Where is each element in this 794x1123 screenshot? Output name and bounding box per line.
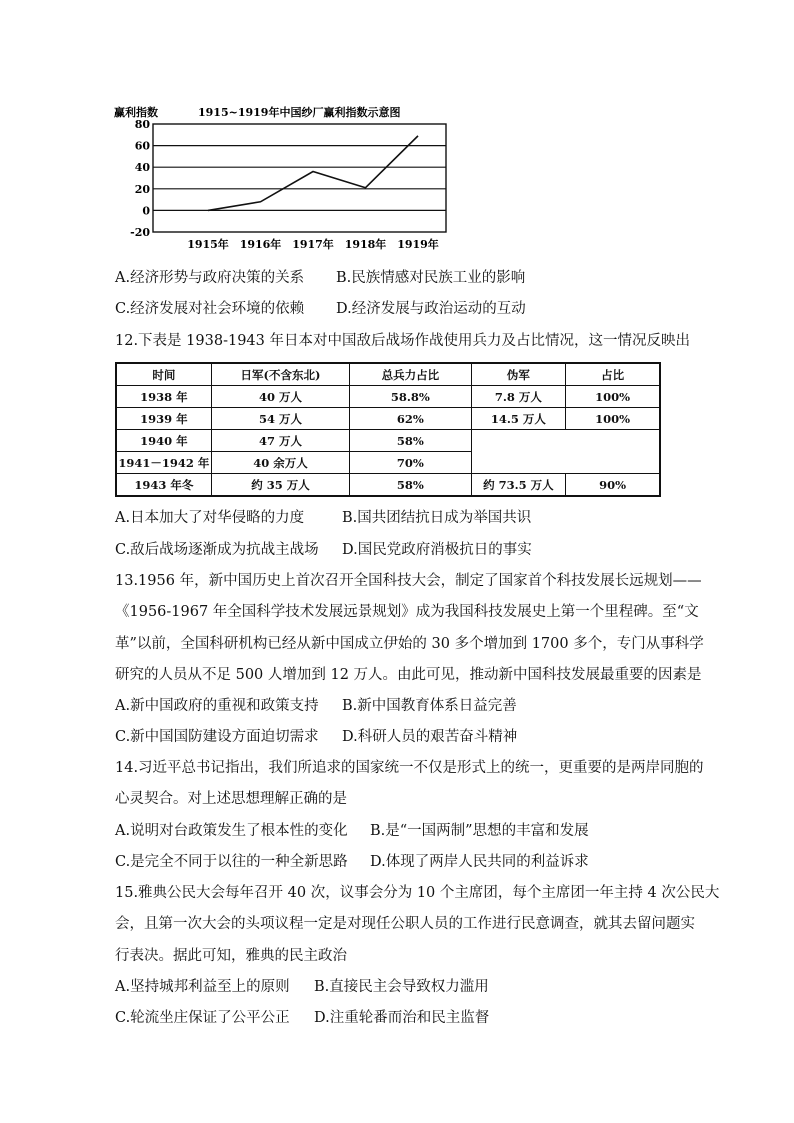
q15-stem-line-3: 行表决。据此可知，雅典的民主政治 (115, 948, 347, 964)
q12-option-d[interactable]: D.国民党政府消极抗日的事实 (342, 542, 532, 558)
q13-stem-line-1: 13.1956 年，新中国历史上首次召开全国科技大会，制定了国家首个科技发展长远规划—— (115, 573, 702, 589)
q13-stem-line-2: 《1956-1967 年全国科学技术发展远景规划》成为我国科技发展史上第一个里程碑。至“文 (115, 604, 699, 620)
chart-x-tick-label: 1915年 (187, 238, 229, 251)
q11-option-b[interactable]: B.民族情感对民族工业的影响 (336, 270, 526, 286)
q14-option-d[interactable]: D.体现了两岸人民共同的利益诉求 (370, 854, 589, 870)
chart-y-tick-label: 80 (134, 118, 150, 131)
table-cell: 70% (350, 452, 471, 474)
table-cell: 90% (566, 474, 660, 497)
table-cell: 100% (566, 386, 660, 408)
chart-title: 1915~1919年中国纱厂赢利指数示意图 (198, 106, 401, 119)
table-cell: 58% (350, 474, 471, 497)
q12-stem: 12.下表是 1938-1943 年日本对中国敌后战场作战使用兵力及占比情况，这一情况反映出 (115, 333, 690, 349)
q13-stem-line-4: 研究的人员从不足 500 人增加到 12 万人。由此可见，推动新中国科技发展最重要的因素是 (115, 667, 702, 683)
chart-x-tick-label: 1916年 (239, 238, 282, 251)
chart-x-tick-label: 1919年 (397, 238, 439, 251)
q13-option-c[interactable]: C.新中国国防建设方面迫切需求 (115, 729, 319, 745)
table-cell-merged-empty (471, 430, 660, 474)
table-cell: 100% (566, 408, 660, 430)
q11-option-d[interactable]: D.经济发展与政治运动的互动 (336, 301, 526, 317)
table-cell: 58% (350, 430, 471, 452)
q14-stem-line-1: 14.习近平总书记指出，我们所追求的国家统一不仅是形式上的统一，更重要的是两岸同胞的 (115, 760, 704, 776)
table-cell: 1938 年 (116, 386, 211, 408)
chart-plot-frame (153, 124, 446, 232)
q12-option-a[interactable]: A.日本加大了对华侵略的力度 (115, 510, 305, 526)
q13-stem-line-3: 革”以前，全国科研机构已经从新中国成立伊始的 30 多个增加到 1700 多个，专门从事科学 (115, 636, 704, 652)
chart-x-tick-label: 1918年 (344, 238, 387, 251)
col-header-time: 时间 (116, 363, 211, 386)
q14-option-b[interactable]: B.是“一国两制”思想的丰富和发展 (370, 823, 589, 839)
q15-option-b[interactable]: B.直接民主会导致权力滥用 (314, 979, 489, 995)
chart-y-tick-label: 40 (134, 161, 150, 175)
q13-option-b[interactable]: B.新中国教育体系日益完善 (342, 698, 517, 714)
q13-option-d[interactable]: D.科研人员的艰苦奋斗精神 (342, 729, 518, 745)
q15-option-a[interactable]: A.坚持城邦利益至上的原则 (115, 979, 290, 995)
table-cell: 58.8% (350, 386, 471, 408)
profit-index-series-line (208, 136, 418, 211)
table-cell: 约 35 万人 (211, 474, 350, 497)
chart-y-tick-label: 60 (134, 139, 150, 153)
chart-y-tick-label: 20 (134, 182, 150, 196)
chart-y-tick-label: -20 (130, 226, 150, 239)
table-row (116, 386, 660, 408)
table-cell: 1941－1942 年 (116, 452, 211, 474)
table-cell: 40 万人 (211, 386, 350, 408)
table-row (116, 408, 660, 430)
q11-option-a[interactable]: A.经济形势与政府决策的关系 (115, 270, 305, 286)
profit-index-line-chart (108, 100, 468, 260)
table-cell: 1943 年冬 (116, 474, 211, 497)
q15-option-c[interactable]: C.轮流坐庄保证了公平公正 (115, 1010, 290, 1026)
q15-option-d[interactable]: D.注重轮番而治和民主监督 (314, 1010, 490, 1026)
table-cell: 1939 年 (116, 408, 211, 430)
chart-ylabel: 赢利指数 (114, 106, 158, 119)
chart-y-tick-label: 0 (142, 204, 150, 218)
col-header-total-ratio: 总兵力占比 (350, 363, 471, 386)
table-cell: 7.8 万人 (471, 386, 566, 408)
table-cell: 约 73.5 万人 (471, 474, 566, 497)
table-row (116, 474, 660, 497)
table-cell: 40 余万人 (211, 452, 350, 474)
table-cell: 14.5 万人 (471, 408, 566, 430)
q14-option-c[interactable]: C.是完全不同于以往的一种全新思路 (115, 854, 348, 870)
q13-option-a[interactable]: A.新中国政府的重视和政策支持 (115, 698, 319, 714)
table-cell: 1940 年 (116, 430, 211, 452)
q15-stem-line-1: 15.雅典公民大会每年召开 40 次，议事会分为 10 个主席团，每个主席团一年主持 4 次公民大 (115, 885, 720, 901)
table-row (116, 430, 660, 452)
chart-x-tick-label: 1917年 (292, 238, 334, 251)
q12-table (115, 362, 661, 497)
q15-stem-line-2: 会，且第一次大会的头项议程一定是对现任公职人员的工作进行民意调查，就其去留问题实 (115, 916, 695, 932)
q14-option-a[interactable]: A.说明对台政策发生了根本性的变化 (115, 823, 348, 839)
table-cell: 54 万人 (211, 408, 350, 430)
q11-option-c[interactable]: C.经济发展对社会环境的依赖 (115, 301, 305, 317)
q12-option-b[interactable]: B.国共团结抗日成为举国共识 (342, 510, 532, 526)
table-cell: 47 万人 (211, 430, 350, 452)
table-cell: 62% (350, 408, 471, 430)
q14-stem-line-2: 心灵契合。对上述思想理解正确的是 (115, 791, 347, 807)
col-header-japanese-army: 日军(不含东北) (211, 363, 350, 386)
q12-option-c[interactable]: C.敌后战场逐渐成为抗战主战场 (115, 542, 319, 558)
table-header-row (116, 363, 660, 386)
col-header-ratio: 占比 (566, 363, 660, 386)
col-header-puppet-army: 伪军 (471, 363, 566, 386)
